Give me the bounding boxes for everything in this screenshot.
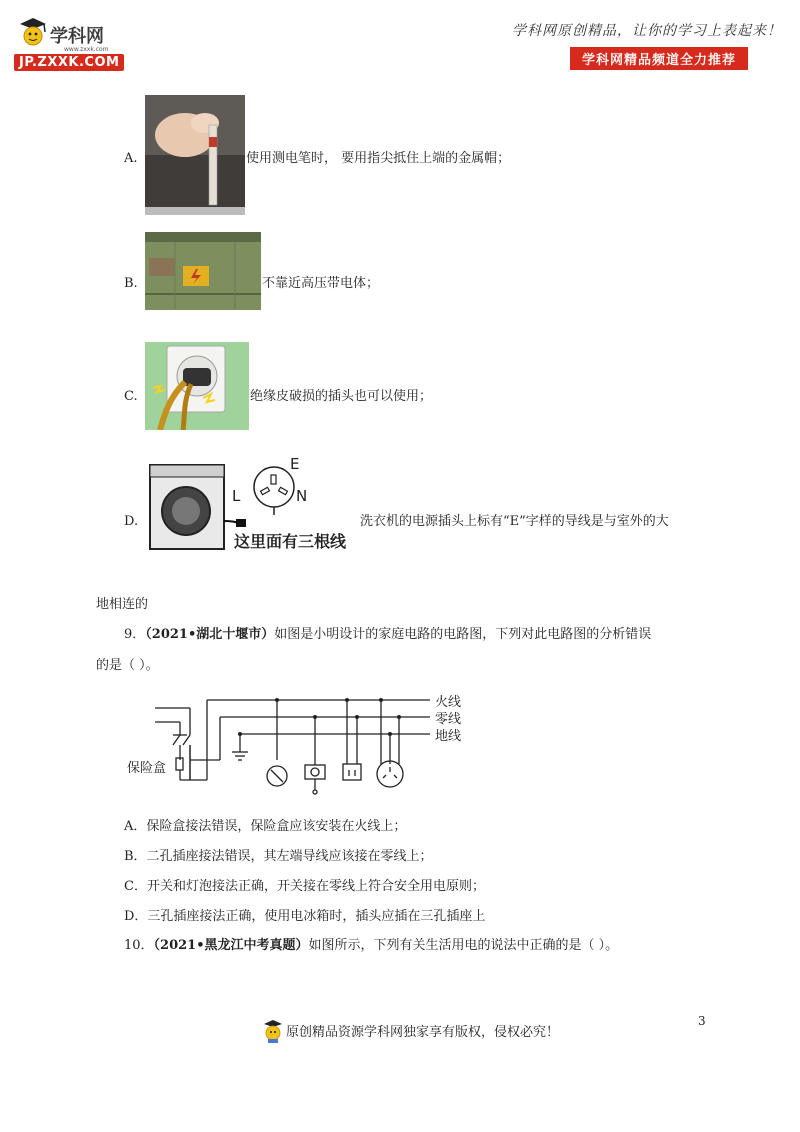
option-c-image [145, 342, 249, 430]
q9-stem-line2: 的是（ ）。 [96, 658, 159, 673]
header-banner: 学科网精品频道全力推荐 [570, 47, 748, 70]
option-b-image [145, 232, 261, 310]
option-d-continuation: 地相连的 [96, 597, 149, 612]
mascot-icon [262, 1018, 284, 1044]
option-d-image [148, 455, 356, 555]
option-d-text: 洗衣机的电源插头上标有“E”字样的导线是与室外的大 [360, 514, 669, 529]
q10-number: 10． [124, 938, 154, 953]
q9-option-a: A．保险盒接法错误，保险盒应该安装在火线上； [124, 819, 407, 834]
fuse-box-label: 保险盒 [127, 761, 167, 776]
mascot-icon [16, 16, 50, 52]
zero-line-label: 零线 [435, 712, 462, 727]
footer-copyright: 原创精品资源学科网独家享有版权，侵权必究！ [286, 1025, 560, 1040]
page-number: 3 [698, 1014, 706, 1028]
circuit-diagram [125, 690, 470, 800]
damaged-plug-photo [145, 342, 249, 430]
plug-label-n: N [296, 487, 308, 505]
option-d-label: D. [124, 514, 139, 529]
q9-option-d: D．三孔插座接法正确，使用电冰箱时，插头应插在三孔插座上 [124, 909, 486, 924]
q10-stem [124, 937, 618, 955]
plug-label-l: L [232, 487, 241, 505]
option-a-label: A. [124, 151, 138, 166]
q10-stem-text: 如图所示，下列有关生活用电的说法中正确的是（ ）。 [308, 938, 619, 953]
site-logo [14, 16, 164, 74]
option-b-label: B. [124, 276, 138, 291]
q9-number: 9． [124, 627, 146, 642]
q9-option-c: C．开关和灯泡接法正确，开关接在零线上符合安全用电原则； [124, 879, 485, 894]
fire-line-label: 火线 [435, 695, 462, 710]
option-a-image [145, 95, 245, 215]
q9-source: （2021•湖北十堰市） [145, 627, 275, 642]
option-b-text: 不靠近高压带电体； [262, 276, 380, 291]
q10-source: （2021•黑龙江中考真题） [153, 938, 309, 953]
plug-caption: 这里面有三根线 [234, 532, 347, 551]
ground-line-label: 地线 [435, 729, 462, 744]
q9-stem-line1: 如图是小明设计的家庭电路的电路图，下列对此电路图的分析错误 [274, 627, 652, 642]
high-voltage-box-photo [145, 232, 261, 310]
logo-text: 学科网 [50, 26, 104, 47]
option-a-text: 使用测电笔时， 要用指尖抵住上端的金属帽； [246, 151, 511, 166]
circuit-lines [125, 690, 470, 800]
option-c-label: C. [124, 389, 138, 404]
q9-stem [124, 626, 651, 644]
logo-subtext: www.zxxk.com [64, 46, 109, 53]
q9-option-b: B．二孔插座接法错误，其左端导线应该接在零线上； [124, 849, 433, 864]
header-slogan: 学科网原创精品，让你的学习上表起来！ [512, 23, 782, 39]
logo-url-badge: JP.ZXXK.COM [14, 54, 124, 71]
option-c-text: 绝缘皮破损的插头也可以使用； [250, 389, 433, 404]
plug-label-e: E [290, 455, 300, 473]
test-pen-photo [145, 95, 245, 215]
